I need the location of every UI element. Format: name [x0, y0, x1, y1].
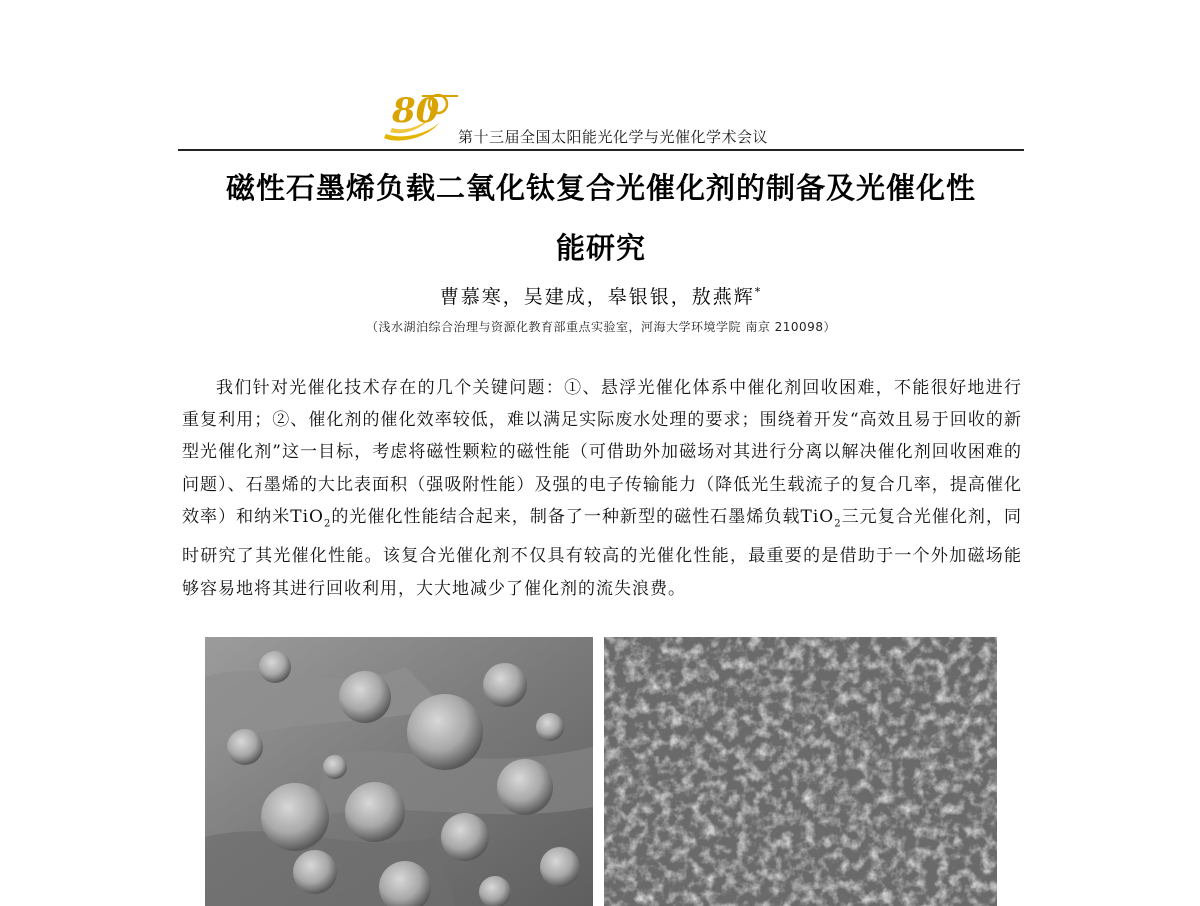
sem-image-left: [205, 637, 593, 906]
logo-number: 80: [392, 91, 440, 131]
sem-porous-image: [604, 637, 997, 906]
affiliation: （浅水湖泊综合治理与资源化教育部重点实验室，河海大学环境学院 南京 210098）: [366, 320, 836, 334]
sem-image-right: [604, 637, 997, 906]
anniversary-logo-icon: [378, 86, 462, 146]
abstract-text-1: 我们针对光催化技术存在的几个关键问题：①、悬浮光催化体系中催化剂回收困难，不能很好地进行重复利用；②、催化剂的催化效率较低，难以满足实际废水处理的要求；围绕着开发“高效且易于回收的新型光催化剂”这一目标，考虑将磁性颗粒的磁性能（可借助外加磁场对其进行分离以解决催化剂回收困难的问题）、石墨烯的大比表面积（强吸附性能）及强的电子传输能力（降低光生载流子的复合几率，提高催化效率）和纳米TiO: [182, 378, 1022, 527]
conference-logo: [378, 86, 462, 146]
abstract-text-3: 三元复合光催化剂，同时研究了其光催化性能。该复合光催化剂不仅具有较高的光催化性能，最重要的是借助于一个外加磁场能够容易地将其进行回收利用，大大地减少了催化剂的流失浪费。: [182, 506, 1022, 599]
sem-spheres-image: [205, 637, 593, 906]
subscript-2: 2: [323, 518, 332, 530]
author-names: 曹慕寒，吴建成，皋银银，敖燕辉: [439, 286, 755, 308]
corresponding-author-mark: *: [754, 285, 763, 299]
header-divider: [178, 149, 1024, 151]
abstract-text-2: 的光催化性能结合起来，制备了一种新型的磁性石墨烯负载TiO: [331, 506, 835, 527]
conference-title: 第十三届全国太阳能光化学与光催化学术会议: [458, 128, 769, 146]
paper-title-line-2: 能研究: [555, 231, 646, 265]
abstract-paragraph: [182, 372, 1022, 605]
paper-title-line-1: 磁性石墨烯负载二氧化钛复合光催化剂的制备及光催化性: [225, 171, 976, 205]
subscript-2: 2: [834, 518, 842, 530]
author-list: [178, 282, 1024, 309]
